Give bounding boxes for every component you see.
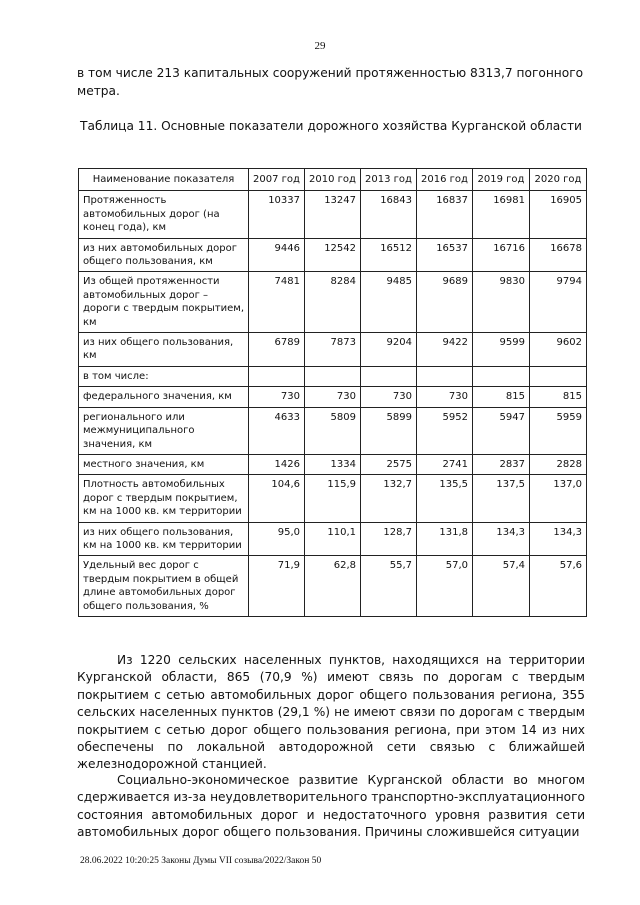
value-cell [249,366,305,386]
value-cell: 132,7 [361,475,417,522]
indicator-name-cell: федерального значения, км [79,387,249,407]
value-cell: 730 [305,387,361,407]
column-header: 2013 год [361,169,417,191]
value-cell: 4633 [249,407,305,454]
value-cell: 9204 [361,333,417,367]
value-cell: 5899 [361,407,417,454]
value-cell: 134,3 [473,522,530,556]
indicator-name-cell: из них общего пользования, км [79,333,249,367]
value-cell: 10337 [249,191,305,238]
value-cell [417,366,473,386]
value-cell: 134,3 [530,522,587,556]
value-cell [473,366,530,386]
value-cell: 137,0 [530,475,587,522]
value-cell [530,366,587,386]
column-header: 2020 год [530,169,587,191]
value-cell: 16905 [530,191,587,238]
value-cell: 815 [530,387,587,407]
value-cell: 5947 [473,407,530,454]
value-cell: 1334 [305,454,361,474]
table-row [79,272,587,333]
value-cell: 2828 [530,454,587,474]
table-row [79,522,587,556]
table-header-row [79,169,587,191]
table-row [79,454,587,474]
value-cell: 16678 [530,238,587,272]
value-cell: 9485 [361,272,417,333]
value-cell: 730 [249,387,305,407]
table-row [79,475,587,522]
table-row [79,238,587,272]
value-cell: 9599 [473,333,530,367]
indicator-name-cell: Удельный вес дорог с твердым покрытием в общей длине автомобильных дорог общего пользования, % [79,556,249,617]
value-cell: 104,6 [249,475,305,522]
value-cell: 115,9 [305,475,361,522]
value-cell: 5952 [417,407,473,454]
footer-stamp: 28.06.2022 10:20:25 Законы Думы VII созыва/2022/Закон 50 [80,856,322,866]
column-header: 2016 год [417,169,473,191]
value-cell: 57,4 [473,556,530,617]
table-row [79,387,587,407]
value-cell: 2837 [473,454,530,474]
value-cell: 2741 [417,454,473,474]
value-cell: 6789 [249,333,305,367]
value-cell: 7873 [305,333,361,367]
value-cell: 95,0 [249,522,305,556]
value-cell: 1426 [249,454,305,474]
value-cell: 137,5 [473,475,530,522]
value-cell: 730 [417,387,473,407]
value-cell: 9602 [530,333,587,367]
indicator-name-cell: в том числе: [79,366,249,386]
indicator-name-cell: регионального или межмуниципального значения, км [79,407,249,454]
paragraph-development: Социально-экономическое развитие Курганской области во многом сдерживается из-за неудовлетворительного транспортно-эксплуатационного состояния автомобильных дорог и недостаточного уровня развития сети автомобильных дорог общего пользования. Причины сложившейся ситуации [77,773,585,840]
value-cell: 8284 [305,272,361,333]
value-cell: 62,8 [305,556,361,617]
value-cell: 131,8 [417,522,473,556]
value-cell: 128,7 [361,522,417,556]
value-cell: 9422 [417,333,473,367]
value-cell: 57,0 [417,556,473,617]
value-cell: 5959 [530,407,587,454]
value-cell: 9794 [530,272,587,333]
value-cell: 2575 [361,454,417,474]
indicator-name-cell: Плотность автомобильных дорог с твердым покрытием, км на 1000 кв. км территории [79,475,249,522]
value-cell: 71,9 [249,556,305,617]
table-caption: Таблица 11. Основные показатели дорожного хозяйства Курганской области [80,119,582,133]
indicator-name-cell: из них автомобильных дорог общего пользования, км [79,238,249,272]
table-row [79,191,587,238]
value-cell: 16981 [473,191,530,238]
value-cell: 5809 [305,407,361,454]
column-header: 2019 год [473,169,530,191]
indicator-name-cell: из них общего пользования, км на 1000 кв. км территории [79,522,249,556]
value-cell: 135,5 [417,475,473,522]
value-cell: 815 [473,387,530,407]
paragraph-rural-settlements: Из 1220 сельских населенных пунктов, находящихся на территории Курганской области, 865 (70,9 %) имеют связь по дорогам с твердым покрытием с сетью автомобильных дорог общего пользования региона, 355 сельских населенных пунктов (29,1 %) не имеют связи по дорогам с твердым покрытием с сетью дорог общего пользования региона, при этом 14 из них обеспечены по локальной автодорожной сети связью с ближайшей железнодорожной станцией. [77,653,585,772]
column-header: 2007 год [249,169,305,191]
page-number: 29 [314,40,326,52]
value-cell: 16537 [417,238,473,272]
indicator-name-cell: Из общей протяженности автомобильных дорог – дороги с твердым покрытием, км [79,272,249,333]
table-row [79,333,587,367]
value-cell: 9830 [473,272,530,333]
road-indicators-table [78,168,587,617]
value-cell: 13247 [305,191,361,238]
value-cell: 16837 [417,191,473,238]
intro-text: в том числе 213 капитальных сооружений протяженностью 8313,7 погонного метра. [77,66,584,98]
table-row [79,407,587,454]
value-cell: 16843 [361,191,417,238]
column-header: Наименование показателя [79,169,249,191]
indicator-name-cell: местного значения, км [79,454,249,474]
value-cell: 16512 [361,238,417,272]
value-cell: 9689 [417,272,473,333]
value-cell [305,366,361,386]
value-cell: 7481 [249,272,305,333]
value-cell: 110,1 [305,522,361,556]
table-row [79,366,587,386]
value-cell: 55,7 [361,556,417,617]
value-cell: 12542 [305,238,361,272]
value-cell: 57,6 [530,556,587,617]
table-row [79,556,587,617]
column-header: 2010 год [305,169,361,191]
value-cell [361,366,417,386]
value-cell: 730 [361,387,417,407]
value-cell: 9446 [249,238,305,272]
value-cell: 16716 [473,238,530,272]
indicator-name-cell: Протяженность автомобильных дорог (на конец года), км [79,191,249,238]
